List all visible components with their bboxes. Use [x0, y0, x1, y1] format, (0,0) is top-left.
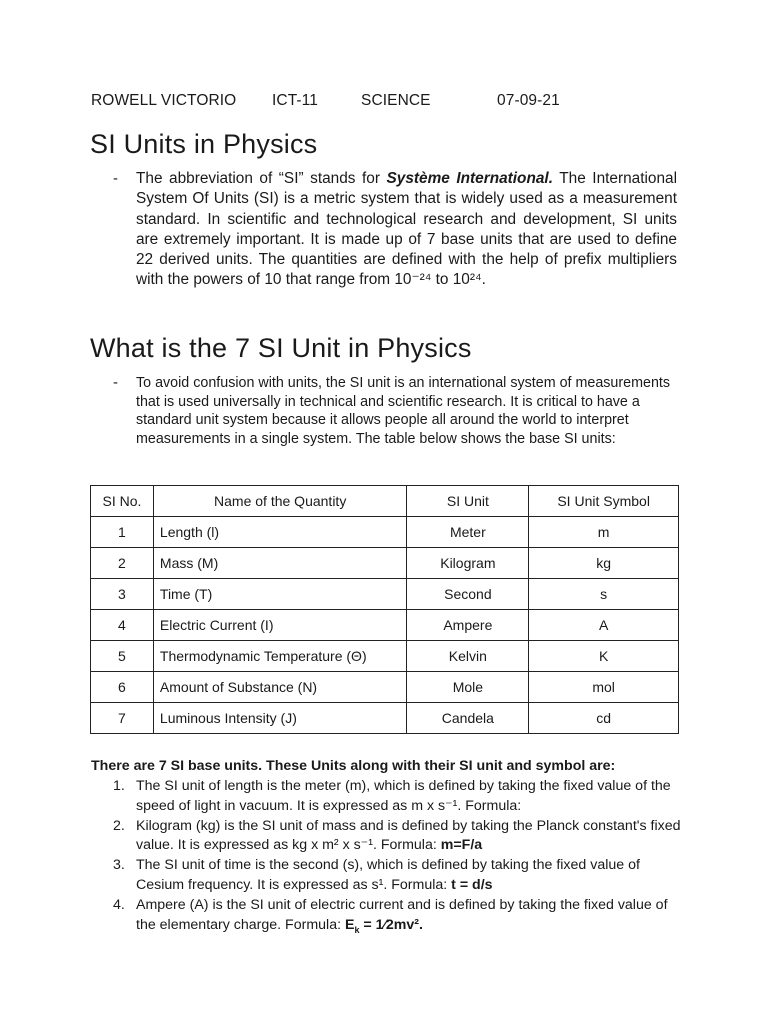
list-item-number: 2.: [113, 817, 125, 834]
list-item-number: 1.: [113, 778, 125, 794]
subject: SCIENCE: [361, 92, 431, 109]
intro-text-to: to 10: [431, 271, 470, 289]
table-cell: Mole: [407, 672, 529, 703]
formula: m=F/a: [440, 837, 483, 854]
exponent-negative: ⁻²⁴: [411, 271, 432, 289]
formula-rest: = 1⁄2mv².: [359, 916, 423, 933]
base-units-list-heading: There are 7 SI base units. These Units along with their SI unit and symbol are:: [91, 758, 616, 774]
superscript: ¹: [378, 876, 384, 893]
list-item-text: . Formula:: [372, 837, 441, 854]
table-row: [91, 610, 679, 641]
si-base-units-table: [90, 485, 679, 734]
list-item: [91, 896, 681, 936]
si-intro-paragraph: [136, 169, 677, 291]
formula: t = d/s: [451, 876, 493, 893]
table-cell: Second: [407, 579, 529, 610]
intro-text-start: The abbreviation of “SI” stands for: [136, 170, 387, 187]
superscript: ⁻¹: [445, 797, 458, 814]
table-cell: 7: [91, 703, 154, 734]
superscript: ⁻¹: [360, 837, 373, 854]
list-item-text: Kilogram (kg) is the SI unit of mass and is defined by taking the Planck constant's fixed value. It is expressed as kg x m² x s: [136, 817, 681, 854]
table-cell: Candela: [407, 703, 529, 734]
intro-text-end: .: [481, 271, 486, 289]
table-row: [91, 703, 679, 734]
systeme-international-emphasis: Système International.: [386, 170, 553, 187]
table-header-cell: SI Unit Symbol: [529, 486, 679, 517]
list-item-text: . Formula:: [457, 797, 522, 814]
table-cell: K: [529, 641, 679, 672]
table-header-cell: Name of the Quantity: [153, 486, 407, 517]
bullet-dash: -: [113, 374, 118, 391]
table-cell: Electric Current (I): [153, 610, 407, 641]
table-cell: kg: [529, 548, 679, 579]
base-units-list: [91, 777, 681, 935]
table-cell: Meter: [407, 517, 529, 548]
table-header-row: [91, 486, 679, 517]
list-item: [91, 856, 681, 896]
table-cell: 4: [91, 610, 154, 641]
table-cell: cd: [529, 703, 679, 734]
table-cell: A: [529, 610, 679, 641]
table-header-cell: SI No.: [91, 486, 154, 517]
table-row: [91, 672, 679, 703]
class-section: ICT-11: [272, 92, 318, 109]
list-item: [91, 777, 681, 817]
table-header-cell: SI Unit: [407, 486, 529, 517]
table-cell: Length (l): [153, 517, 407, 548]
date: 07-09-21: [497, 92, 560, 109]
list-item-text: Ampere (A) is the SI unit of electric current and is defined by taking the fixed value of the elementary charge. Formula:: [136, 896, 668, 933]
table-row: [91, 517, 679, 548]
table-cell: Time (T): [153, 579, 407, 610]
table-row: [91, 548, 679, 579]
seven-units-paragraph: To avoid confusion with units, the SI unit is an international system of measurements that is used universally in technical and scientific research. It is critical to have a standard unit system because it allows people all around the world to interpret measurements in a single system. The table below shows the base SI units:: [136, 375, 671, 447]
formula: [345, 917, 423, 933]
intro-text-body: The International System Of Units (SI) is a metric system that is widely used as a measurement standard. In scientific and technological research and development, SI units are extremely important. It is made up of 7 base units that are used to define 22 derived units. The quantities are defined with the help of prefix multipliers with the powers of 10 that range from 10: [136, 170, 677, 289]
section-title-seven-si-units: What is the 7 SI Unit in Physics: [90, 333, 472, 363]
table-row: [91, 641, 679, 672]
table-cell: m: [529, 517, 679, 548]
table-cell: Mass (M): [153, 548, 407, 579]
table-cell: Kelvin: [407, 641, 529, 672]
table-cell: Luminous Intensity (J): [153, 703, 407, 734]
section-title-si-units: SI Units in Physics: [90, 129, 318, 159]
table-cell: 6: [91, 672, 154, 703]
table-row: [91, 579, 679, 610]
table-cell: 3: [91, 579, 154, 610]
table-cell: Amount of Substance (N): [153, 672, 407, 703]
exponent-positive: ²⁴: [469, 271, 482, 289]
table-cell: mol: [529, 672, 679, 703]
table-cell: 2: [91, 548, 154, 579]
table-cell: Thermodynamic Temperature (Θ): [153, 641, 407, 672]
list-item-text: The SI unit of length is the meter (m), which is defined by taking the fixed value of the speed of light in vacuum. It is expressed as m x s: [136, 778, 671, 814]
formula-subscript: k: [354, 924, 360, 935]
table-cell: s: [529, 579, 679, 610]
list-item: [91, 817, 681, 857]
list-item-text: The SI unit of time is the second (s), which is defined by taking the fixed value of Cesium frequency. It is expressed as s: [136, 857, 640, 893]
bullet-dash: -: [113, 170, 118, 187]
student-name: ROWELL VICTORIO: [91, 92, 237, 109]
table-cell: 5: [91, 641, 154, 672]
formula-base: E: [344, 916, 355, 933]
list-item-text: . Formula:: [383, 876, 452, 893]
table-cell: Kilogram: [407, 548, 529, 579]
list-item-number: 4.: [113, 896, 125, 913]
list-item-number: 3.: [113, 857, 125, 874]
table-cell: Ampere: [407, 610, 529, 641]
table-cell: 1: [91, 517, 154, 548]
